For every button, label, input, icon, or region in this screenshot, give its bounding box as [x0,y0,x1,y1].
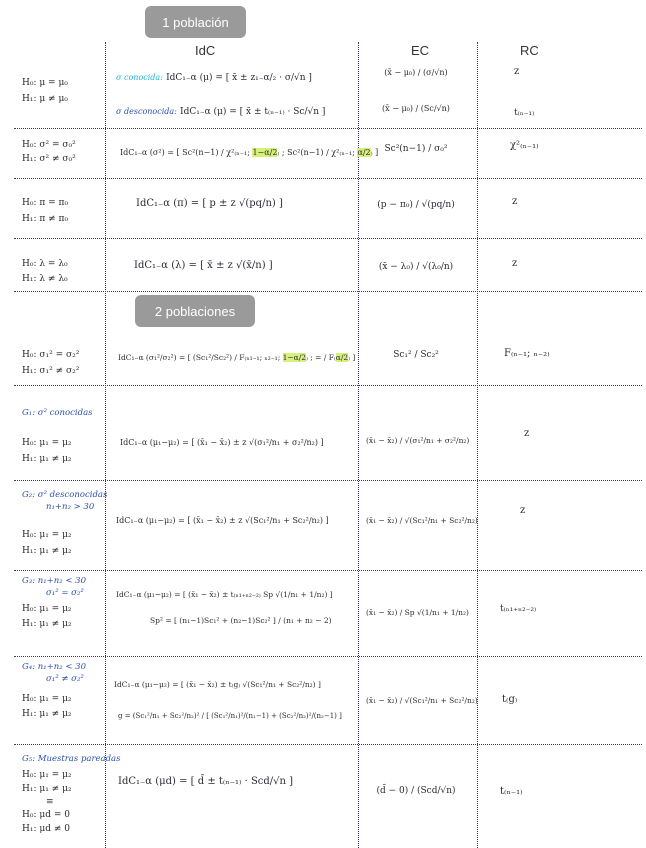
idc-formula-g3: IdC₁₋α (μ₁−μ₂) = [ (x̄₁ − x̄₂) ± t₍ₙ₁₊ₙ₂₋₂₎ Sp √(1/n₁ + 1/n₂) ] [116,590,333,599]
ec-statistic: Sc₁² / Sc₂² [393,350,439,360]
hypothesis-alt: H₁: π ≠ π₀ [22,214,69,224]
case-label: σ conocida: [116,73,163,82]
case-label: G₁: σ² conocidas [22,408,93,418]
column-divider-2 [358,42,359,848]
highlight: α/2 [335,353,349,362]
rc-distribution: t₍ₙ₁₊ₙ₂₋₂₎ [500,604,537,614]
case-label: G₄: n₁+n₂ < 30 [22,662,86,672]
row-divider [14,744,642,745]
section-1-badge: 1 población [145,6,246,38]
header-rc: RC [520,43,539,58]
ec-statistic: (p − π₀) / √(pq/n) [377,200,455,210]
formula-text: IdC₁₋α (μ) = [ x̄ ± t₍ₙ₋₁₎ · Sc/√n ] [180,107,326,117]
row-divider [14,291,642,292]
hypothesis-alt: H₁: σ₁² ≠ σ₂² [22,366,80,376]
rc-distribution: χ²₍ₙ₋₁₎ [510,140,539,151]
header-idc: IdC [195,43,216,58]
ec-statistic: (x̄₁ − x̄₂) / Sp √(1/n₁ + 1/n₂) [366,608,469,617]
rc-distribution: t₍ₙ₋₁₎ [514,108,535,118]
equivalence-symbol: ≡ [46,797,54,807]
hypothesis-alt-paired: H₁: μd ≠ 0 [22,824,70,834]
hypothesis-null: H₀: μ₁ = μ₂ [22,438,72,448]
idc-formula-variance [120,148,378,157]
rc-distribution: z [520,505,526,516]
row-divider [14,656,642,657]
rc-distribution: t₍g₎ [502,694,518,705]
highlight: 1−α/2 [282,353,307,362]
formula-text: ₎ ] [348,353,356,362]
row-divider [14,128,642,129]
hypothesis-alt: H₁: μ₁ ≠ μ₂ [22,619,72,629]
case-label: σ desconocida: [116,107,177,116]
welch-df-formula: g = (Sc₁²/n₁ + Sc₂²/n₂)² / [ (Sc₁²/n₁)²/(n₁−1) + (Sc₂²/n₂)²/(n₂−1) ] [118,712,342,720]
case-label: G₅: Muestras pareadas [22,754,121,764]
rc-distribution: z [514,66,520,77]
case-label: G₂: σ² desconocidas [22,490,108,500]
ec-statistic: (x̄ − μ₀) / (Sc/√n) [382,104,450,113]
column-divider-1 [105,42,106,848]
hypothesis-alt: H₁: μ₁ ≠ μ₂ [22,709,72,719]
formula-text: IdC₁₋α (σ²) = [ Sc²(n−1) / χ²₍ₙ₋₁; [120,148,253,157]
hypothesis-alt: H₁: σ² ≠ σ₀² [22,154,76,164]
hypothesis-null: H₀: μ₁ = μ₂ [22,694,72,704]
hypothesis-null: H₀: σ₁² = σ₂² [22,350,80,360]
case-condition: n₁+n₂ > 30 [46,502,95,512]
row-divider [14,480,642,481]
formula-text: ₎ ] [370,148,379,157]
formula-text: ₎ ; = / F₍ [306,353,336,362]
hypothesis-null: H₀: σ² = σ₀² [22,140,76,150]
row-divider [14,570,642,571]
rc-distribution: z [524,428,530,439]
section-2-badge: 2 poblaciones [135,295,255,327]
formula-text: IdC₁₋α (σ₁²/σ₂²) = [ (Sc₁²/Sc₂²) / F₍ₙ₁₋₁; ₙ₂₋₁; [118,353,283,362]
idc-formula-poisson: IdC₁₋α (λ) = [ x̄ ± z √(x̄/n) ] [134,260,273,271]
highlight: 1−α/2 [252,148,278,157]
hypothesis-null: H₀: μ = μ₀ [22,78,68,88]
idc-formula-g4: IdC₁₋α (μ₁−μ₂) = [ (x̄₁ − x̄₂) ± t₍g₎ √(Sc₁²/n₁ + Sc₂²/n₂) ] [114,680,321,689]
case-condition: σ₁² ≠ σ₂² [46,674,84,684]
header-ec: EC [411,43,430,58]
hypothesis-null-paired: H₀: μd = 0 [22,810,70,820]
ec-statistic: (x̄ − λ₀) / √(λ₀/n) [378,262,454,272]
ec-statistic: (x̄₁ − x̄₂) / √(σ₁²/n₁ + σ₂²/n₂) [366,436,470,445]
case-label: G₃: n₁+n₂ < 30 [22,576,86,586]
idc-formula-g1: IdC₁₋α (μ₁−μ₂) = [ (x̄₁ − x̄₂) ± z √(σ₁²/n₁ + σ₂²/n₂) ] [120,438,324,447]
hypothesis-alt: H₁: μ₁ ≠ μ₂ [22,454,72,464]
hypothesis-alt: H₁: μ₁ ≠ μ₂ [22,546,72,556]
ec-statistic: (x̄ − μ₀) / (σ/√n) [384,68,448,77]
row-divider [14,385,642,386]
idc-formula-variance-ratio [118,353,355,362]
highlight: α/2 [357,148,371,157]
ec-statistic: (x̄₁ − x̄₂) / √(Sc₁²/n₁ + Sc₂²/n₂) [366,696,478,705]
row-divider [14,178,642,179]
ec-statistic: (x̄₁ − x̄₂) / √(Sc₁²/n₁ + Sc₂²/n₂) [366,516,478,525]
rc-distribution: z [512,196,518,207]
rc-distribution: t₍ₙ₋₁₎ [500,786,523,797]
hypothesis-null: H₀: μ₁ = μ₂ [22,530,72,540]
idc-formula-paired: IdC₁₋α (μd) = [ d̄ ± t₍ₙ₋₁₎ · Scd/√n ] [118,776,294,787]
idc-formula-unknown-sigma [116,106,325,117]
hypothesis-null: H₀: π = π₀ [22,198,69,208]
idc-formula-proportion: IdC₁₋α (π) = [ p ± z √(pq/n) ] [136,198,283,209]
case-condition: σ₁² = σ₂² [46,588,84,598]
hypothesis-null: H₀: λ = λ₀ [22,259,68,269]
pooled-variance-formula: Sp² = [ (n₁−1)Sc₁² + (n₂−1)Sc₂² ] / (n₁ + n₂ − 2) [150,616,332,625]
hypothesis-null: H₀: μ₁ = μ₂ [22,604,72,614]
rc-distribution: F₍ₙ₋₁; ₙ₋₂₎ [504,348,550,359]
formula-text: IdC₁₋α (μ) = [ x̄ ± z₁₋α/₂ · σ/√n ] [166,73,312,83]
hypothesis-alt: H₁: μ ≠ μ₀ [22,94,68,104]
column-divider-3 [477,42,478,848]
hypothesis-alt: H₁: λ ≠ λ₀ [22,274,68,284]
row-divider [14,238,642,239]
idc-formula-known-sigma [116,72,312,83]
hypothesis-null: H₀: μ₁ = μ₂ [22,770,72,780]
idc-formula-g2: IdC₁₋α (μ₁−μ₂) = [ (x̄₁ − x̄₂) ± z √(Sc₁²/n₁ + Sc₂²/n₂) ] [116,516,329,525]
ec-statistic: Sc²(n−1) / σ₀² [384,144,448,154]
ec-statistic: (d̄ − 0) / (Scd/√n) [376,786,456,796]
rc-distribution: z [512,258,518,269]
hypothesis-alt: H₁: μ₁ ≠ μ₂ [22,784,72,794]
formula-text: ₎ ; Sc²(n−1) / χ²₍ₙ₋₁; [277,148,358,157]
